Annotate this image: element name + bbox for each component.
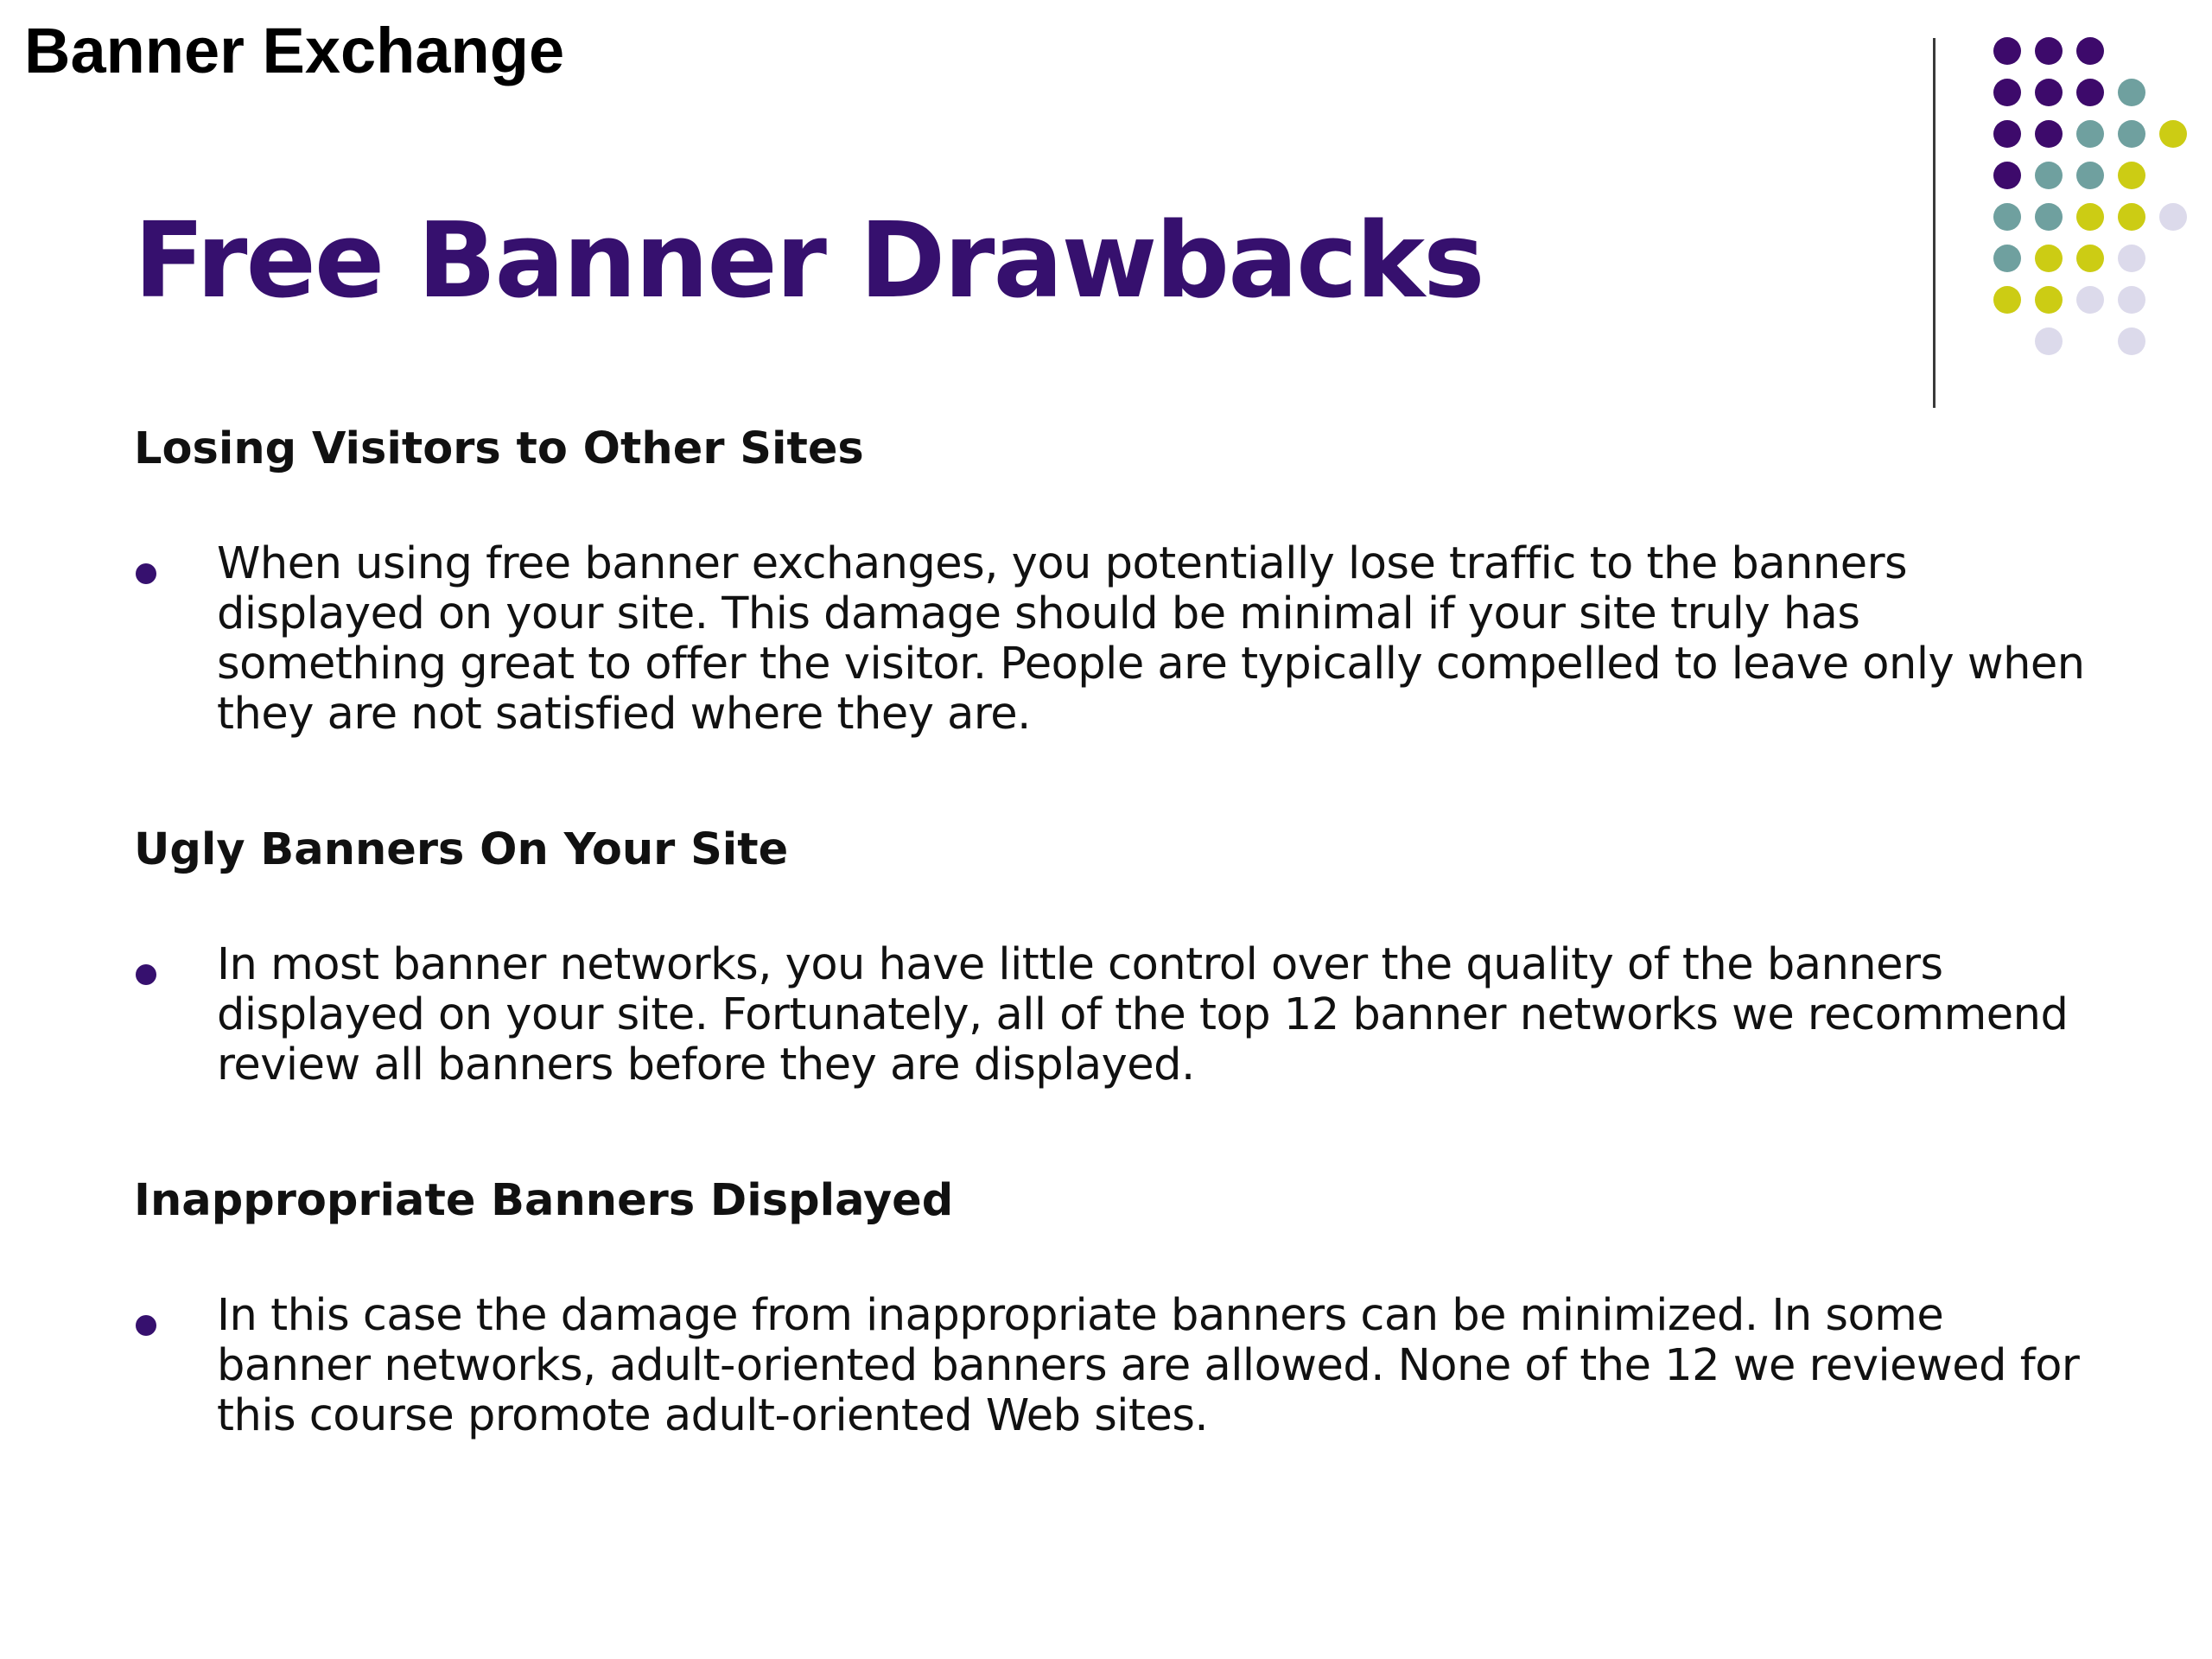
decorative-dot bbox=[2118, 286, 2145, 314]
deck-title: Banner Exchange bbox=[24, 15, 565, 86]
decorative-dot bbox=[1993, 203, 2021, 231]
slide-title: Free Banner Drawbacks bbox=[134, 201, 1484, 321]
decorative-dot bbox=[1993, 79, 2021, 106]
decorative-dot bbox=[1993, 245, 2021, 272]
bullet-text: When using free banner exchanges, you potentially lose traffic to the banners displayed on your site. This damage should be minimal if your site truly has something great to offer the visitor. People are typically compelled to leave only when they are not satisfied where they are. bbox=[217, 538, 2085, 740]
decorative-dot bbox=[2035, 37, 2063, 65]
section-losing-visitors bbox=[134, 415, 2104, 740]
decorative-dot bbox=[2118, 162, 2145, 189]
decorative-dot bbox=[2076, 245, 2104, 272]
decorative-dot bbox=[2118, 120, 2145, 148]
decorative-dot bbox=[2035, 286, 2063, 314]
bullet-item bbox=[134, 539, 2101, 740]
section-heading: Inappropriate Banners Displayed bbox=[134, 1175, 954, 1226]
bullet-dot-icon bbox=[136, 964, 156, 985]
decorative-dot bbox=[2159, 203, 2187, 231]
bullet-text: In most banner networks, you have little control over the quality of the banners displayed on your site. Fortunately, all of the top 12 banner networks we recommend review all banners before they are displayed. bbox=[217, 939, 2069, 1090]
decorative-dot bbox=[1993, 162, 2021, 189]
decorative-dot bbox=[2035, 162, 2063, 189]
decorative-dot bbox=[2035, 79, 2063, 106]
slide-content bbox=[134, 415, 2104, 1517]
decorative-dot bbox=[2076, 79, 2104, 106]
section-heading: Ugly Banners On Your Site bbox=[134, 824, 789, 875]
decorative-dot bbox=[2076, 37, 2104, 65]
decorative-dot bbox=[2076, 286, 2104, 314]
bullet-dot-icon bbox=[136, 563, 156, 584]
decorative-dot bbox=[1993, 37, 2021, 65]
vertical-divider bbox=[1933, 38, 1936, 408]
decorative-dot bbox=[2035, 203, 2063, 231]
bullet-text: In this case the damage from inappropriate banners can be minimized. In some banner networks, adult-oriented banners are allowed. None of the 12 we reviewed for this course promote adult-oriented Web sites. bbox=[217, 1290, 2080, 1441]
decorative-dot bbox=[2035, 327, 2063, 355]
decorative-dot bbox=[1993, 286, 2021, 314]
decorative-dot bbox=[2159, 120, 2187, 148]
bullet-item bbox=[134, 1291, 2101, 1441]
section-inappropriate-banners bbox=[134, 1166, 2104, 1441]
decorative-dot bbox=[2118, 79, 2145, 106]
section-ugly-banners bbox=[134, 816, 2104, 1090]
decorative-dot bbox=[2076, 203, 2104, 231]
decorative-dot bbox=[2076, 162, 2104, 189]
decorative-dot bbox=[2118, 203, 2145, 231]
decorative-dot bbox=[2035, 120, 2063, 148]
decorative-dot bbox=[2076, 120, 2104, 148]
section-heading: Losing Visitors to Other Sites bbox=[134, 423, 864, 474]
decorative-dot bbox=[1993, 120, 2021, 148]
bullet-item bbox=[134, 940, 2101, 1090]
decorative-dot bbox=[2118, 245, 2145, 272]
bullet-dot-icon bbox=[136, 1315, 156, 1336]
decorative-dot bbox=[2118, 327, 2145, 355]
decorative-dot bbox=[2035, 245, 2063, 272]
